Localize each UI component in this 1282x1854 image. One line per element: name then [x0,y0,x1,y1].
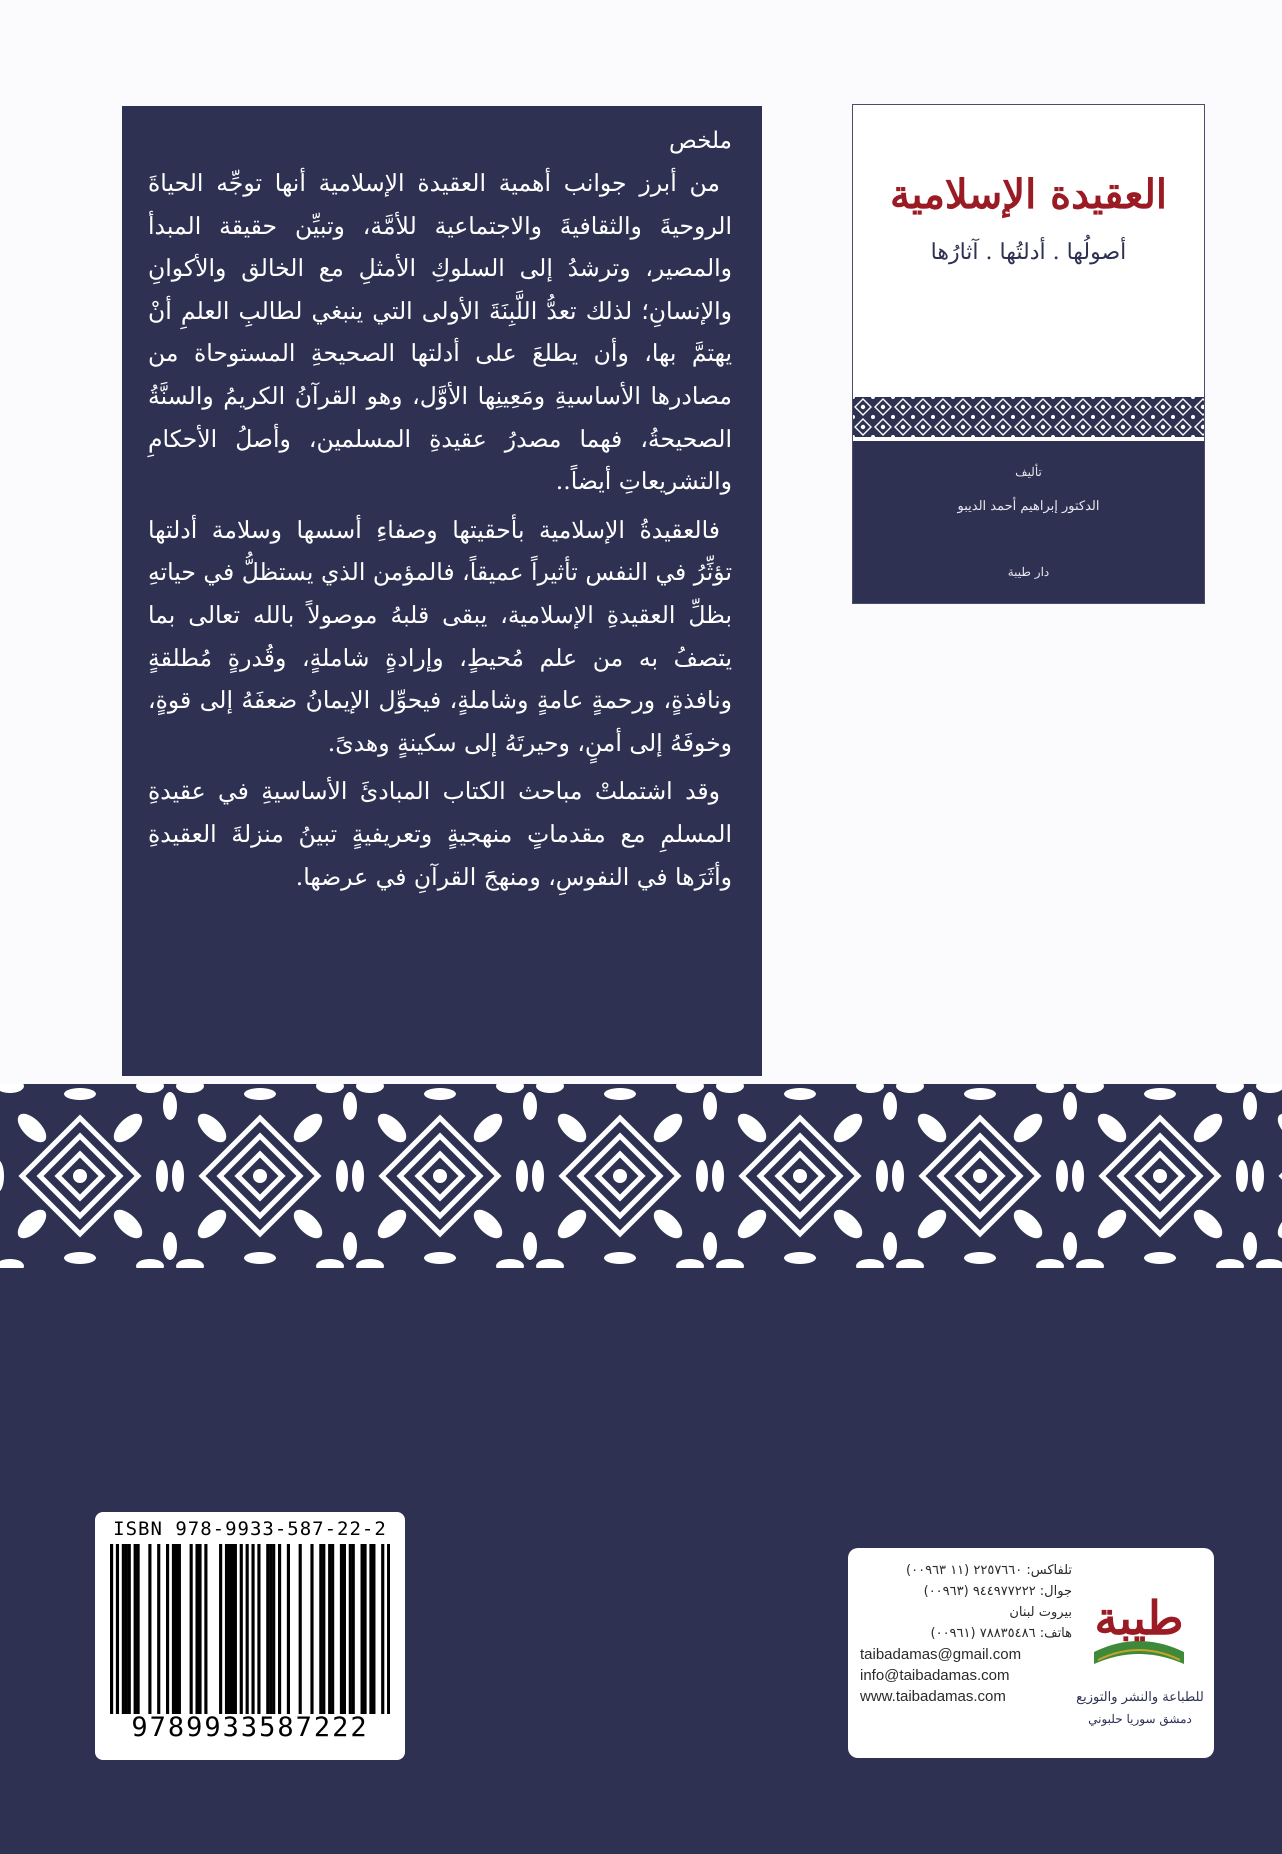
barcode-bar [166,1544,169,1714]
cover-ornament-band [853,397,1205,437]
publisher-logo-caption-2: دمشق سوريا حلبوني [1088,1712,1192,1726]
barcode-bar [251,1544,254,1714]
isbn-text: ISBN 978-9933-587-22-2 [113,1518,387,1540]
cover-lower-panel [853,441,1204,603]
barcode-bar [137,1544,140,1714]
isbn-barcode [95,1512,405,1760]
barcode-bar [257,1544,260,1714]
barcode-bar [234,1544,237,1714]
barcode-bar [349,1544,352,1714]
barcode-bar [231,1544,234,1714]
barcode-bar [178,1544,181,1714]
barcode-bar [125,1544,128,1714]
publisher-mobile: جوال: ٩٤٤٩٧٧٢٢٢ (٠٠٩٦٣) [923,1584,1072,1599]
barcode-bar [219,1544,222,1714]
barcode-bar [266,1544,269,1714]
cover-title: العقيدة الإسلامية [889,171,1168,218]
publisher-email-2[interactable]: info@taibadamas.com [860,1667,1010,1684]
barcode-bar [331,1544,334,1714]
barcode-bar [372,1544,375,1714]
barcode-bar [272,1544,275,1714]
barcode-bar [172,1544,175,1714]
publisher-website[interactable]: www.taibadamas.com [860,1688,1006,1705]
barcode-bar [381,1544,384,1714]
barcode-bar [134,1544,137,1714]
barcode-bar [387,1544,390,1714]
barcode-bar [148,1544,151,1714]
cover-by-label: تأليف [1015,465,1042,479]
barcode-bar [228,1544,231,1714]
summary-paragraph-1: من أبرز جوانب أهمية العقيدة الإسلامية أنها توجِّه الحياةَ الروحيةَ والثقافيةَ والاجتماعية للأمَّة، وتبيِّن حقيقة المبدأ والمصير، وترشدُ إلى السلوكِ الأمثلِ مع الخالق والأكوانِ والإنسانِ؛ لذلك تعدُّ اللَّبِنَةَ الأولى التي ينبغي لطالبِ العلمِ أنْ يهتمَّ بها، وأن يطلعَ على أدلتها الصحيحةِ المستوحاة من مصادرها الأساسيةِ ومَعِينِها الأوَّل، وهو القرآنُ الكريمُ والسنَّةُ الصحيحةُ، فهما مصدرُ عقيدةِ المسلمين، وأصلُ الأحكامِ والتشريعاتِ أيضاً.. [148,169,732,496]
barcode-bar [343,1544,346,1714]
ornament-band [0,1084,1282,1268]
cover-publisher: دار طيبة [1007,565,1050,579]
publisher-fax: تلفاكس: ٢٢٥٧٦٦٠ (١١ ٠٠٩٦٣) [906,1563,1072,1578]
summary-heading: ملخص [669,128,732,154]
barcode-bar [340,1544,343,1714]
barcode-bar [122,1544,125,1714]
summary-paragraph-3: وقد اشتملتْ مباحث الكتاب المبادئَ الأساسيةِ في عقيدةِ المسلمِ مع مقدماتٍ منهجيةٍ وتعريفيةٍ تبينُ منزلةَ العقيدةِ وأثَرَها في النفوسِ، ومنهجَ القرآنِ في عرضها. [148,777,732,891]
barcode-digits: 9789933587222 [131,1712,369,1743]
barcode-bar [352,1544,355,1714]
barcode-bar [225,1544,228,1714]
barcode-bar [190,1544,193,1714]
barcode-bar [157,1544,160,1714]
barcode-bar [363,1544,366,1714]
front-cover-thumbnail [852,104,1205,604]
barcode-bar [110,1544,113,1714]
cover-author: الدكتور إبراهيم أحمد الديبو [957,499,1100,514]
barcode-bar [246,1544,249,1714]
cover-subtitle: أصولُها . أدلتُها . آثارُها [930,240,1127,265]
barcode-bar [319,1544,322,1714]
barcode-bar [198,1544,201,1714]
barcode-bar [128,1544,131,1714]
publisher-box [848,1548,1214,1758]
summary-paragraph-2: فالعقيدةُ الإسلامية بأحقيتها وصفاءِ أسسها وسلامة أدلتها تؤثِّرُ في النفس تأثيراً عميقاً، فالمؤمن الذي يستظلُّ في حياتهِ بظلِّ العقيدةِ الإسلامية، يبقى قلبهُ موصولاً بالله تعالى بما يتصفُ به من علم مُحيطٍ، وإرادةٍ شاملةٍ، وقُدرةٍ مُطلقةٍ ونافذةٍ، ورحمةٍ عامةٍ وشاملةٍ، فيحوِّل الإيمانُ ضعفَهُ إلى قوةٍ، وخوفَهُ إلى أمنٍ، وحيرتَهُ إلى سكينةٍ وهدىً. [148,515,732,757]
publisher-email-1[interactable]: taibadamas@gmail.com [860,1646,1022,1663]
barcode-bar [287,1544,290,1714]
barcode-bar [328,1544,331,1714]
barcode-bar [240,1544,243,1714]
barcode-bar [116,1544,119,1714]
barcode-bar [269,1544,272,1714]
publisher-city: بيروت لبنان [1009,1605,1072,1620]
barcode-bars [110,1544,390,1714]
publisher-logo-caption-1: للطباعة والنشر والتوزيع [1076,1690,1204,1705]
publisher-logo-icon [1076,1564,1202,1684]
publisher-logo-text: طيبة [1094,1591,1184,1645]
barcode-bar [310,1544,313,1714]
summary-panel [122,106,762,1076]
barcode-bar [361,1544,364,1714]
publisher-phone: هاتف: ٧٨٨٣٥٤٨٦ (٠٠٩٦١) [930,1626,1072,1641]
barcode-bar [195,1544,198,1714]
barcode-bar [299,1544,302,1714]
barcode-bar [204,1544,207,1714]
barcode-bar [175,1544,178,1714]
barcode-bar [322,1544,325,1714]
barcode-bar [278,1544,281,1714]
publisher-contacts [860,1560,1072,1707]
barcode-bar [369,1544,372,1714]
